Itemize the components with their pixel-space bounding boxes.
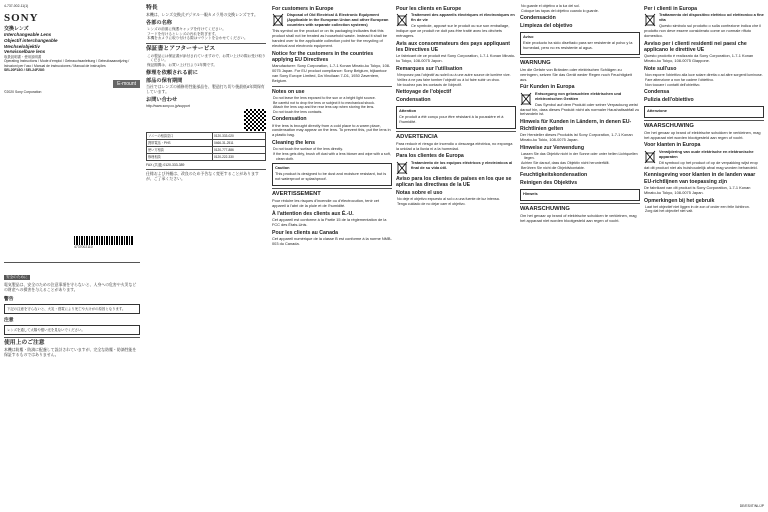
page-mark: DE/ES/IT/NL/JP bbox=[739, 503, 764, 508]
avis-title-fr: Avis aux consommateurs des pays appliquant les Directives UE bbox=[396, 40, 510, 54]
note-item-1: Fare attenzione a non far cadere l'obiettivo. bbox=[645, 77, 715, 82]
clean-title-en: Cleaning the lens bbox=[272, 140, 315, 147]
eu-sub-fr: Traitement des appareils électriques et électroniques en fin de vie bbox=[411, 12, 515, 23]
column-french-spanish bbox=[396, 4, 516, 508]
features-title-ja: 特長 bbox=[146, 5, 158, 11]
safety-tag: 安全のために bbox=[6, 275, 28, 279]
attention-body-fr: Ce produit a été conçu pour être résistant à la poussière et à l'humidité. bbox=[399, 113, 504, 124]
notas-item-0: No deje el objetivo expuesto al sol o a una fuente de luz intensa. bbox=[397, 197, 500, 202]
use-item-2: Berühren Sie nicht die Objektivkontakte. bbox=[521, 165, 585, 170]
clean-item-1: If the lens gets dirty, brush off dust with a lens blower and wipe with a soft, clean cloth. bbox=[273, 152, 391, 161]
warning-body-nl2: Om het gevaar op brand of elektrische schokken te verkleinen, mag het apparaat niet worden blootgesteld aan regen of vocht. bbox=[644, 129, 761, 140]
use-item-0: Lassen Sie das Objektiv nicht in der Sonne oder unter hellen Lichtquellen liegen. bbox=[521, 151, 638, 161]
safety-body-ja: 電気製品は、安全のための注意事項を守らないと、人身への危害や火災などの財産への損害を与えることがあります。 bbox=[4, 282, 137, 292]
caution-ja-body: レンズを通して太陽や強い光を見ないでください。 bbox=[7, 328, 85, 333]
wheelie-bin-icon bbox=[396, 13, 408, 27]
wheelie-bin-icon bbox=[520, 92, 532, 106]
warning-body-nl: Om het gevaar op brand of elektrische schokken te verkleinen, mag het apparaat niet worden blootgesteld aan regen of vocht. bbox=[520, 212, 637, 223]
cond-title-fr: Condensation bbox=[396, 97, 431, 104]
warning-title-nl2: WAARSCHUWING bbox=[644, 122, 694, 129]
table-row bbox=[147, 153, 266, 160]
canada-body-fr: Cet appareil numérique de la classe B est conforme à la norme NMB-003 du Canada. bbox=[272, 236, 392, 247]
attenzione-label-it: Attenzione bbox=[647, 107, 667, 113]
eu-body-en: This symbol on the product or on its packaging indicates that this product shall not be treated as household waste. Instead it shall be handed over to the applicable collection point for the recycling of electrical and electronic equipment. bbox=[272, 28, 388, 48]
use-item-1: Achten Sie darauf, dass das Objektiv nicht herunterfällt. bbox=[521, 160, 610, 165]
notas-title-es: Notas sobre el uso bbox=[396, 190, 443, 197]
eu-sub-de: Entsorgung von gebrauchten elektrischen und elektronischen Geräten bbox=[535, 90, 622, 101]
rem-item-1: Veillez à ne pas faire tomber l'objectif ou à lui faire subir un choc. bbox=[397, 77, 501, 82]
eu-body-it: Questo simbolo sul prodotto o sulla confezione indica che il prodotto non deve essere considerato come un normale rifiuto domestico. bbox=[644, 23, 762, 39]
product-line-2: Wechselobjektiv bbox=[4, 43, 40, 49]
features-body-ja: 本機は、レンズ交換式デジタル一眼カメラ用の交換レンズです。 bbox=[146, 12, 258, 17]
eu-title-es: Para los clientes de Europa bbox=[396, 153, 464, 160]
hint-title-nl: Kennisgeving voor klanten in de landen waar EU-richtlijnen van toepassing zijn bbox=[644, 172, 756, 185]
clean-title-it: Pulizia dell'obiettivo bbox=[644, 97, 694, 104]
wheelie-bin-icon bbox=[272, 13, 284, 27]
use-title-de: Hinweise zur Verwendung bbox=[520, 144, 584, 151]
cond-title-it: Condensa bbox=[644, 89, 670, 96]
hinweis-label-de: Hinweis bbox=[523, 190, 538, 196]
warning-ja-box bbox=[4, 304, 140, 314]
product-title-ja: 交換レンズ bbox=[4, 26, 29, 33]
aviso-title-es: Aviso para los clientes de países en los que se aplican las directivas de la UE bbox=[396, 175, 512, 188]
rem-title-fr: Remarques sur l'utilisation bbox=[396, 66, 463, 73]
spec-note-ja: 仕様および外観は、改良のため予告なく変更することがありますが、ご了承ください。 bbox=[146, 170, 259, 181]
note-title-it: Note sull'uso bbox=[644, 66, 677, 73]
qr-code bbox=[244, 109, 266, 131]
copyright: ©2020 Sony Corporation bbox=[4, 90, 42, 95]
attention-label-fr: Attention bbox=[399, 107, 417, 113]
attention-box-fr bbox=[396, 106, 516, 129]
eu-sub-nl: Verwijdering van oude elektrische en elektronische apparaten bbox=[659, 148, 754, 159]
product-line-1: Objectif interchangeable bbox=[4, 38, 58, 43]
notes-title-en: Notes on use bbox=[272, 88, 305, 95]
eu-title-de: Für Kunden in Europa bbox=[520, 84, 575, 91]
wheelie-bin-icon bbox=[396, 161, 408, 175]
notes-item-3: Do not touch the lens contacts. bbox=[273, 109, 323, 114]
clean-title-de: Reinigen des Objektivs bbox=[520, 180, 578, 187]
clean-item-0: Do not touch the surface of the lens directly. bbox=[273, 147, 343, 152]
warning-title-nl: WAARSCHUWING bbox=[520, 205, 570, 212]
eu-sub-it: Trattamento del dispositivo elettrico od elettronico a fine vita bbox=[659, 12, 764, 23]
table-row bbox=[147, 132, 266, 139]
nettoyage-title-fr: Nettoyage de l'objectif bbox=[396, 89, 452, 96]
product-line-3: Verwisselbare lens bbox=[4, 49, 46, 55]
contact-label: ソニーの相談窓口 bbox=[147, 132, 213, 139]
us-body-fr: Cet appareil est conforme à la Partie 15 de la réglementation de la FCC des États-Unis. bbox=[272, 217, 387, 228]
aviso-body-it: Questo prodotto è realizzato da Sony Corporation, 1-7-1 Konan Minato-ku Tokyo, 108-0075 Giappone. bbox=[644, 53, 754, 64]
care-item-1: 保証期間は、お買い上げ日より1年間です。 bbox=[147, 63, 217, 68]
hint-body-de: Der Hersteller dieses Produkts ist Sony Corporation, 1-7-1 Konan Minato-ku Tokio, 108-0075 Japan. bbox=[520, 131, 633, 142]
avis-body-fr: Le fabricant de ce produit est Sony Corporation, 1-7-1 Konan Minato-ku Tokyo, 108-0075 Japon. bbox=[396, 53, 516, 64]
cond-body-en: If the lens is brought directly from a cold place to a warm place, condensation may appear on the lens. To prevent this, put the lens in a plastic bag. bbox=[272, 122, 391, 138]
rem-item-0: N'exposez pas l'objectif au soleil ou à une autre source de lumière vive. bbox=[397, 73, 511, 78]
repair-title-ja: 部品の保有期間 bbox=[146, 77, 183, 84]
cond-title-de: Feuchtigkeitskondensation bbox=[520, 172, 588, 179]
notes-item-2: Attach the lens cap and the rear lens cap when storing the lens. bbox=[273, 105, 375, 110]
caution-ja-box bbox=[4, 325, 140, 335]
warning-title-es: ADVERTENCIA bbox=[396, 133, 438, 140]
eu-title-it: Per i clienti in Europa bbox=[644, 6, 698, 12]
parts-item-2: 本機をカメラに取り付ける際はマウントを合わせてください。 bbox=[147, 36, 248, 41]
contact-number: 0120-777-886 bbox=[212, 146, 265, 153]
repair-body-ja: 当社ではレンズの補修用性能部品を、製造打ち切り後最低8年間保有しています。 bbox=[146, 84, 265, 94]
part-number: 4-737-002-11(1) bbox=[4, 4, 29, 8]
care-title-ja: 保証書とアフターサービス bbox=[146, 45, 216, 52]
eu-body-nl: Dit symbool op het product of op de verpakking wijst erop dat dit product niet als huishoudelijk afval mag worden behandeld. bbox=[644, 159, 758, 170]
aviso-label-es: Aviso bbox=[523, 33, 534, 39]
mount-badge: E-mount bbox=[113, 80, 140, 88]
usage-body-ja: 本機は防塵・防滴に配慮して設計されていますが、完全な防塵・防滴性能を保証するものではありません。 bbox=[4, 347, 137, 358]
parts-item-0: レンズの前面に保護キャップを付けてください。 bbox=[147, 27, 226, 32]
care-item-0: この製品には保証書が添付されていますので、お買い上げの際お受け取りください。 bbox=[147, 53, 266, 63]
notes-item-1: Be careful not to drop the lens or subject it to mechanical shock. bbox=[273, 100, 375, 105]
barcode bbox=[74, 236, 134, 249]
cond-title-es: Condensación bbox=[520, 15, 556, 22]
eu-title-en: For customers in Europe bbox=[272, 6, 334, 12]
eu-sub-en: Disposal of Old Electrical & Electronic Equipment (Applicable in the European Union and other European countries with separate collection systems) bbox=[287, 12, 389, 28]
note-item-2: Non toccare i contatti dell'obiettivo. bbox=[645, 82, 701, 87]
warning-body-es: Para reducir el riesgo de incendio o descarga eléctrica, no exponga la unidad a la lluvia ni a la humedad. bbox=[396, 140, 513, 151]
notas-item-1: Tenga cuidado de no dejar caer el objetivo. bbox=[397, 201, 466, 206]
us-title-fr: À l'attention des clients aux É.-U. bbox=[272, 211, 354, 218]
canada-title-fr: Pour les clients au Canada bbox=[272, 230, 339, 237]
hinweis-box-de bbox=[520, 189, 640, 201]
contact-table bbox=[146, 132, 266, 161]
column-english bbox=[272, 4, 392, 508]
aviso-box-es bbox=[520, 32, 640, 55]
column-italian-dutch bbox=[644, 4, 764, 508]
contact-number: 0120-333-020 bbox=[212, 132, 265, 139]
table-row bbox=[147, 146, 266, 153]
eu-title-fr: Pour les clients en Europe bbox=[396, 6, 462, 12]
warning-ja-body: 下記の注意を守らないと、火災・感電により死亡や大けがの原因となります。 bbox=[7, 306, 126, 311]
warning-ja-title: 警告 bbox=[4, 296, 14, 302]
parts-item-1: フードを付けるとレンズの汚れを防ぎます。 bbox=[147, 31, 219, 36]
notice-title-en: Notice for the customers in the countries applying EU Directives bbox=[272, 50, 374, 63]
model-number: SEL20F18G / SEL24F28G bbox=[4, 68, 45, 72]
caution-label-en: Caution bbox=[275, 165, 290, 171]
lens-item-1: Coloque las tapas del objetivo cuando lo guarde. bbox=[521, 8, 599, 13]
table-row bbox=[147, 139, 266, 146]
use-item-nl-1: Zorg dat het objectief niet valt. bbox=[645, 209, 694, 214]
eu-title-nl: Voor klanten in Europa bbox=[644, 142, 701, 149]
wheelie-bin-icon bbox=[644, 150, 656, 164]
note-item-0: Non esporre l'obiettivo alla luce solare diretta o ad altre sorgenti luminose. bbox=[645, 73, 763, 78]
eu-body-de: Das Symbol auf dem Produkt oder seiner Verpackung weist darauf hin, dass dieses Produkt nicht als normaler Haushaltsabfall zu behandeln ist. bbox=[520, 101, 640, 117]
parts-title-ja: 各部の名称 bbox=[146, 19, 172, 26]
eu-body-es: Tratamiento de los equipos eléctricos y electrónicos al final de su vida útil. bbox=[411, 159, 513, 170]
barcode-number: 4737002110 bbox=[74, 245, 93, 249]
contact-label: 修理相談 bbox=[147, 153, 213, 160]
rem-item-2: Ne touchez pas les contacts de l'objectif. bbox=[397, 82, 462, 87]
notes-item-0: Do not leave the lens exposed to the sun or a bright light source. bbox=[273, 95, 376, 100]
contact-url[interactable]: http://www.sony.co.jp/support bbox=[146, 104, 190, 109]
warning-title-de: WARNUNG bbox=[520, 59, 551, 66]
eu-body-fr: Ce symbole, apposé sur le produit ou sur son emballage, indique que ce produit ne doit pas être traité avec les déchets ménagers. bbox=[396, 23, 510, 39]
contact-number: 0466-31-2511 bbox=[212, 139, 265, 146]
fax-number: FAX (共通) 0120-333-389 bbox=[146, 162, 185, 167]
intro-ja: 取扱説明書・使用説明書 bbox=[4, 54, 42, 59]
attenzione-box-it bbox=[644, 106, 764, 118]
contact-label: 使い方相談 bbox=[147, 146, 213, 153]
column-cover bbox=[4, 4, 140, 508]
intro-multi: Operating Instructions / Mode d'emploi / Gebrauchsanleitung / Gebruiksaanwijzing / Istruzioni per l'uso / Manual de instrucciones / Manual de instruções bbox=[4, 59, 130, 68]
brand-logo: SONY bbox=[4, 12, 39, 25]
lens-item-0: No guarde el objetivo a la luz del sol. bbox=[521, 4, 580, 8]
usage-title-ja: 使用上のご注意 bbox=[4, 340, 45, 347]
warning-body-fr: Pour réduire les risques d'incendie ou d'électrocution, tenir cet appareil à l'abri de la pluie et de l'humidité. bbox=[272, 198, 380, 209]
use-item-nl-0: Laat het objectief niet liggen in de zon of onder een felle lichtbron. bbox=[645, 204, 750, 209]
caution-ja-title: 注意 bbox=[4, 318, 14, 324]
hint-body-nl: De fabrikant van dit product is Sony Corporation, 1-7-1 Konan Minato-ku Tokyo, 108-0075 Japan. bbox=[644, 184, 751, 195]
check-title-ja: 修理を依頼される前に bbox=[146, 69, 198, 76]
warning-title-fr: AVERTISSEMENT bbox=[272, 191, 321, 198]
caution-body-en: This product is designed to be dust and moisture resistant, but is not waterproof or splashproof. bbox=[275, 171, 387, 182]
barcode-lines bbox=[74, 236, 134, 245]
column-spanish-german bbox=[520, 4, 640, 508]
caution-box-en bbox=[272, 163, 392, 186]
warning-body-de: Um die Gefahr von Bränden oder elektrischen Schlägen zu verringern, setzen Sie das Gerät weder Regen noch Feuchtigkeit aus. bbox=[520, 66, 632, 82]
product-line-0: Interchangeable Lens bbox=[4, 32, 52, 38]
aviso-title-it: Avviso per i clienti residenti nei paesi che applicano le direttive UE bbox=[644, 40, 747, 54]
use-title-nl: Opmerkingen bij het gebruik bbox=[644, 197, 715, 204]
aviso-body-es: Este producto ha sido diseñado para ser resistente al polvo y la humedad, pero no es resistente al agua. bbox=[523, 39, 633, 50]
hint-title-de: Hinweis für Kunden in Ländern, in denen EU-Richtlinien gelten bbox=[520, 119, 632, 132]
notice-body-en: Manufacturer: Sony Corporation, 1-7-1 Konan Minato-ku Tokyo, 108-0075 Japan. For EU product compliance: Sony Belgium, bijkantoor van Sony Europe Limited, Da Vincilaan 7-D1, 1930 Zaventem, Belgium. bbox=[272, 63, 391, 83]
wheelie-bin-icon bbox=[644, 13, 656, 27]
contact-number: 0120-222-330 bbox=[212, 153, 265, 160]
contact-label: 携帯電話・PHS bbox=[147, 139, 213, 146]
cond-title-en: Condensation bbox=[272, 116, 307, 123]
column-japanese bbox=[146, 4, 266, 508]
clean-title-es: Limpieza del objetivo bbox=[520, 23, 573, 30]
contact-title-ja: お問い合わせ bbox=[146, 96, 178, 103]
